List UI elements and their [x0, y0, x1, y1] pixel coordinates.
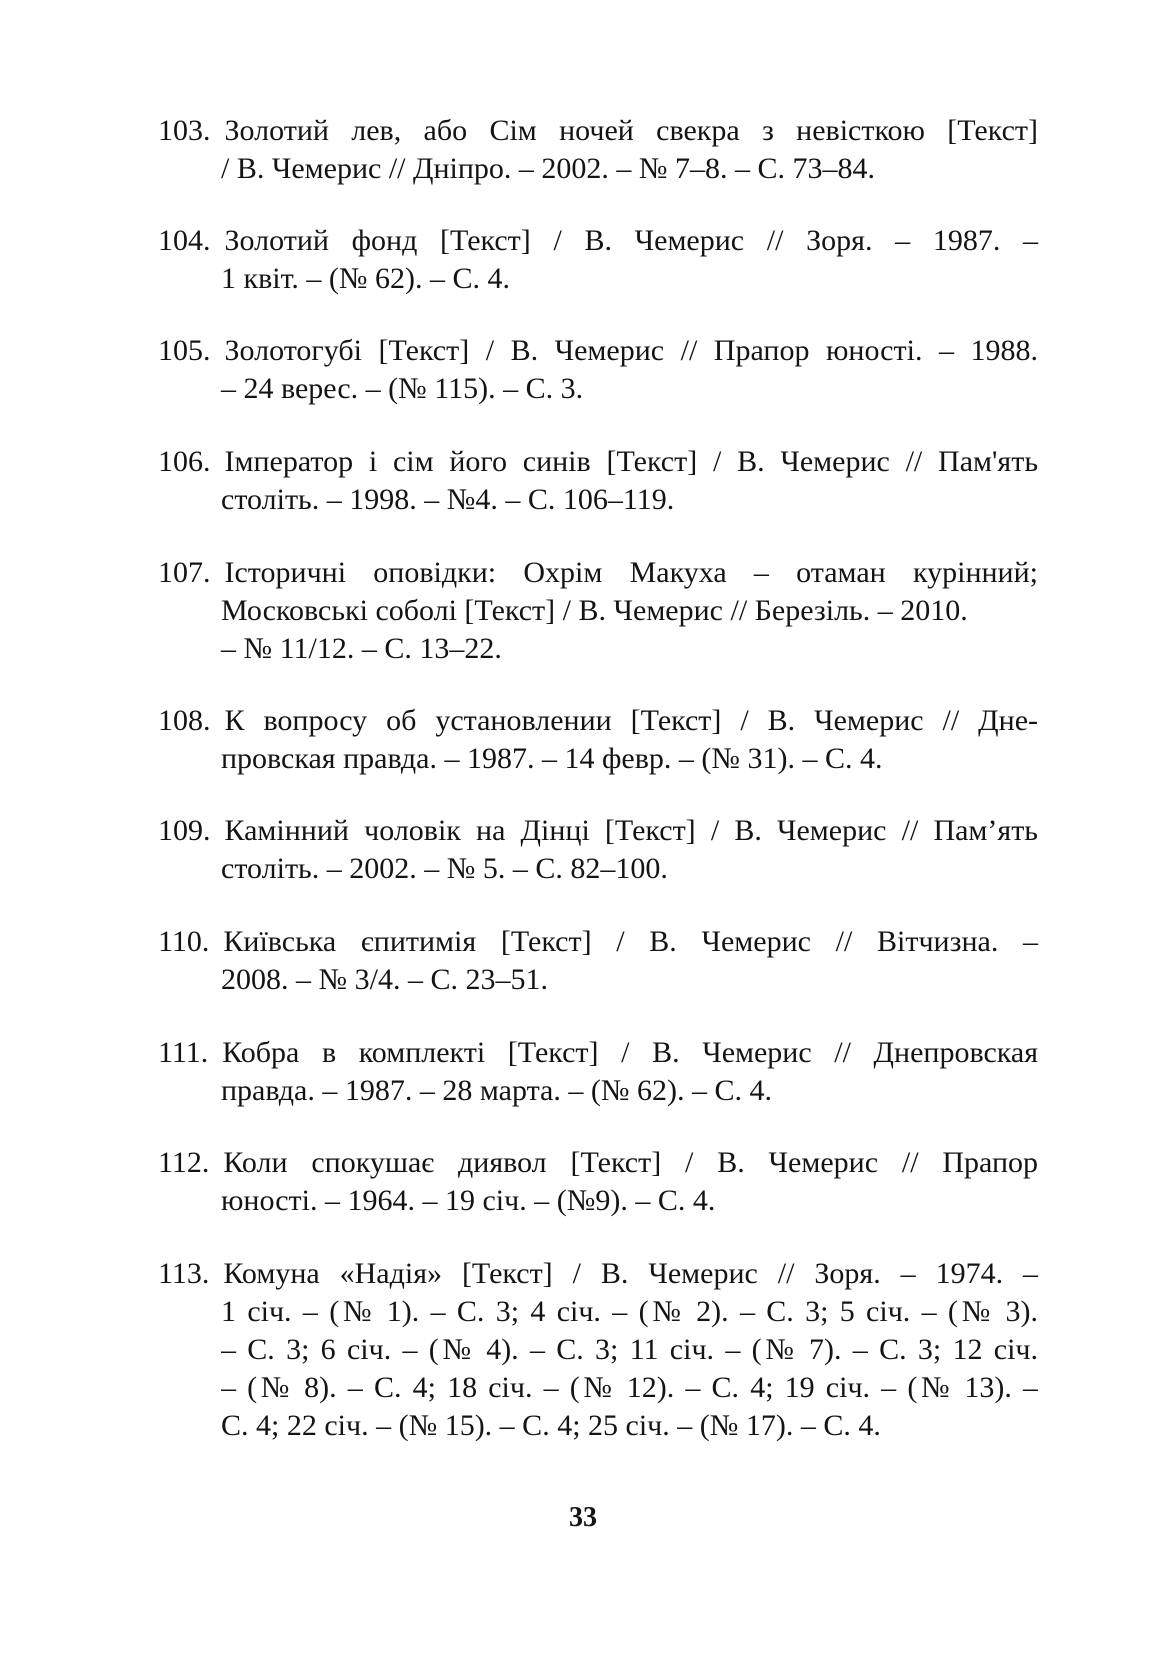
- entry-text-line: Кобра в комплекті [Текст] / В. Чемерис // Днепровская: [222, 1036, 1038, 1069]
- entry-text-line: провская правда. – 1987. – 14 февр. – (№ 31). – С. 4.: [221, 742, 883, 775]
- entry-text-line: – С. 3; 6 січ. – (№ 4). – С. 3; 11 січ. – (№ 7). – С. 3; 12 січ.: [221, 1333, 1038, 1366]
- entry-text-line: – (№ 8). – С. 4; 18 січ. – (№ 12). – С. 4; 19 січ. – (№ 13). –: [221, 1371, 1038, 1404]
- bibliography-entry-111: [158, 1034, 1038, 1110]
- entry-number: 106.: [158, 445, 211, 478]
- entry-text-line: Київська єпитимія [Текст] / В. Чемерис // Вітчизна. –: [223, 925, 1038, 958]
- entry-text-line: юності. – 1964. – 19 січ. – (№9). – С. 4.: [221, 1184, 716, 1217]
- entry-number: 104.: [158, 224, 211, 257]
- entry-text-line: Золотий фонд [Текст] / В. Чемерис // Зоря. – 1987. –: [224, 224, 1038, 257]
- entry-number: 103.: [158, 114, 211, 147]
- entry-number: 112.: [158, 1146, 210, 1179]
- entry-text-line: правда. – 1987. – 28 марта. – (№ 62). – С. 4.: [221, 1074, 772, 1107]
- entry-text-line: століть. – 2002. – № 5. – С. 82–100.: [221, 852, 668, 885]
- entry-text-line: К вопросу об установлении [Текст] / В. Чемерис // Дне-: [224, 704, 1038, 737]
- entry-number: 105.: [158, 334, 211, 367]
- entry-text-line: Коли спокушає диявол [Текст] / В. Чемерис // Прапор: [223, 1146, 1038, 1179]
- bibliography-entry-106: [158, 443, 1038, 519]
- entry-text-line: 1 квіт. – (№ 62). – С. 4.: [221, 262, 511, 295]
- entry-text-line: Історичні оповідки: Охрім Макуха – отаман курінний;: [224, 556, 1038, 589]
- entry-text-line: Камінний чоловік на Дінці [Текст] / В. Чемерис // Пам’ять: [224, 814, 1038, 847]
- entry-text-line: 2008. – № 3/4. – С. 23–51.: [221, 963, 548, 996]
- bibliography-entry-105: [158, 332, 1038, 408]
- entry-text-line: – № 11/12. – С. 13–22.: [221, 632, 502, 665]
- entry-text-line: Золотий лев, або Сім ночей свекра з невісткою [Текст]: [224, 114, 1038, 147]
- bibliography-entry-112: [158, 1144, 1038, 1220]
- bibliography-entry-110: [158, 923, 1038, 999]
- entry-number: 111.: [158, 1036, 209, 1069]
- entry-text-line: Комуна «Надія» [Текст] / В. Чемерис // Зоря. – 1974. –: [223, 1257, 1038, 1290]
- entry-text-line: 1 січ. – (№ 1). – С. 3; 4 січ. – (№ 2). – С. 3; 5 січ. – (№ 3).: [221, 1295, 1038, 1328]
- entry-text-line: століть. – 1998. – №4. – С. 106–119.: [221, 483, 675, 516]
- entry-text-line: Золотогубі [Текст] / В. Чемерис // Прапор юності. – 1988.: [224, 334, 1038, 367]
- bibliography-entry-109: [158, 812, 1038, 888]
- bibliography-entry-113: [158, 1255, 1038, 1445]
- bibliography-entry-103: [158, 112, 1038, 188]
- entry-text-line: – 24 верес. – (№ 115). – С. 3.: [221, 372, 584, 405]
- entry-text-line: / В. Чемерис // Дніпро. – 2002. – № 7–8. – С. 73–84.: [221, 152, 876, 185]
- entry-text-line: С. 4; 22 січ. – (№ 15). – С. 4; 25 січ. – (№ 17). – С. 4.: [221, 1409, 881, 1442]
- entry-number: 109.: [158, 814, 211, 847]
- entry-number: 108.: [158, 704, 211, 737]
- entry-number: 110.: [158, 925, 210, 958]
- page-number: 33: [569, 1502, 597, 1533]
- entry-text-line: Московські соболі [Текст] / В. Чемерис // Березіль. – 2010.: [221, 594, 968, 627]
- entry-text-line: Імператор і сім його синів [Текст] / В. Чемерис // Пам'ять: [224, 445, 1038, 478]
- bibliography-entry-104: [158, 222, 1038, 298]
- entry-number: 107.: [158, 556, 211, 589]
- bibliography-entry-107: [158, 554, 1038, 668]
- entry-number: 113.: [158, 1257, 210, 1290]
- bibliography-entry-108: [158, 702, 1038, 778]
